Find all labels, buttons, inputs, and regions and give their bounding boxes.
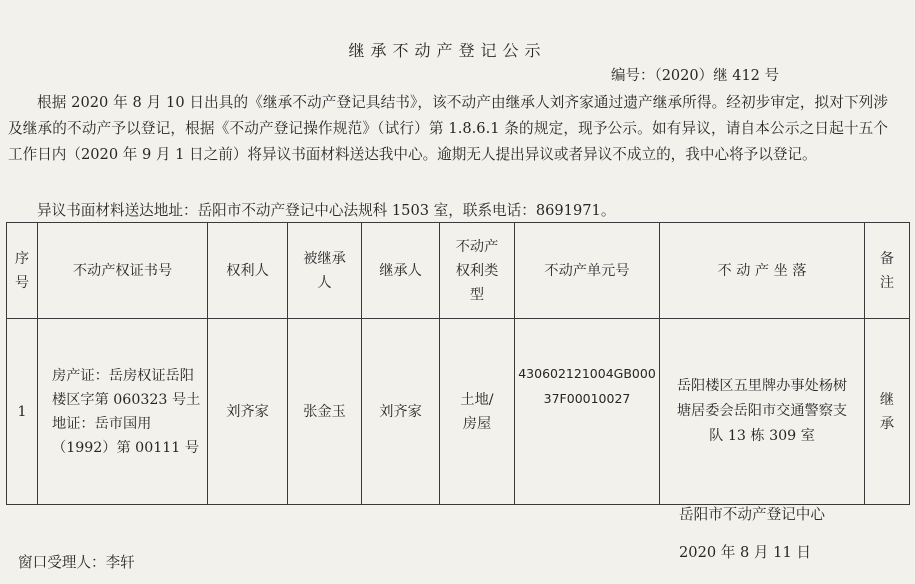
header-right-holder: 权利人 bbox=[208, 223, 288, 319]
notice-body bbox=[8, 90, 888, 168]
table-header-row bbox=[7, 223, 910, 319]
registration-table bbox=[6, 222, 910, 505]
cell-heir: 刘齐家 bbox=[362, 319, 440, 505]
issuing-organization: 岳阳市不动产登记中心 bbox=[679, 506, 825, 523]
header-cert-no: 不动产权证书号 bbox=[38, 223, 208, 319]
cell-location: 岳阳楼区五里牌办事处杨树塘居委会岳阳市交通警察支队 13 栋 309 室 bbox=[660, 319, 865, 505]
notice-paragraph: 根据 2020 年 8 月 10 日出具的《继承不动产登记具结书》，该不动产由继承人刘齐家通过遗产继承所得。经初步审定，拟对下列涉及继承的不动产予以登记，根据《不动产登记操作规范》（试行）第 1.8.6.1 条的规定，现予公示。如有异议，请自本公示之日起十五个工作日内（2020 年 9 月 1 日之前）将异议书面材料送达我中心。逾期无人提出异议或者异议不成立的，我中心将予以登记。 bbox=[8, 94, 888, 163]
header-decedent: 被继承人 bbox=[288, 223, 362, 319]
header-remark: 备注 bbox=[865, 223, 910, 319]
objection-address: 异议书面材料送达地址：岳阳市不动产登记中心法规科 1503 室，联系电话：8691971。 bbox=[37, 202, 616, 219]
notice-title: 继承不动产登记公示 bbox=[348, 41, 547, 60]
cell-remark: 继承 bbox=[865, 319, 910, 505]
serial-number: 编号：（2020）继 412 号 bbox=[610, 68, 779, 84]
header-right-type: 不动产权利类型 bbox=[440, 223, 515, 319]
header-index: 序号 bbox=[7, 223, 38, 319]
cell-right-holder: 刘齐家 bbox=[208, 319, 288, 505]
cell-index: 1 bbox=[7, 319, 38, 505]
cell-decedent: 张金玉 bbox=[288, 319, 362, 505]
header-unit-no: 不动产单元号 bbox=[515, 223, 660, 319]
window-clerk: 窗口受理人：李轩 bbox=[18, 554, 135, 571]
header-location: 不 动 产 坐 落 bbox=[660, 223, 865, 319]
cell-unit-no: 430602121004GB00037F00010027 bbox=[515, 319, 660, 505]
issue-date: 2020 年 8 月 11 日 bbox=[679, 544, 811, 561]
cell-cert-no: 房产证：岳房权证岳阳楼区字第 060323 号土地证：岳市国用（1992）第 00111 号 bbox=[38, 319, 208, 505]
table-row bbox=[7, 319, 910, 505]
header-heir: 继承人 bbox=[362, 223, 440, 319]
cell-right-type: 土地/房屋 bbox=[440, 319, 515, 505]
